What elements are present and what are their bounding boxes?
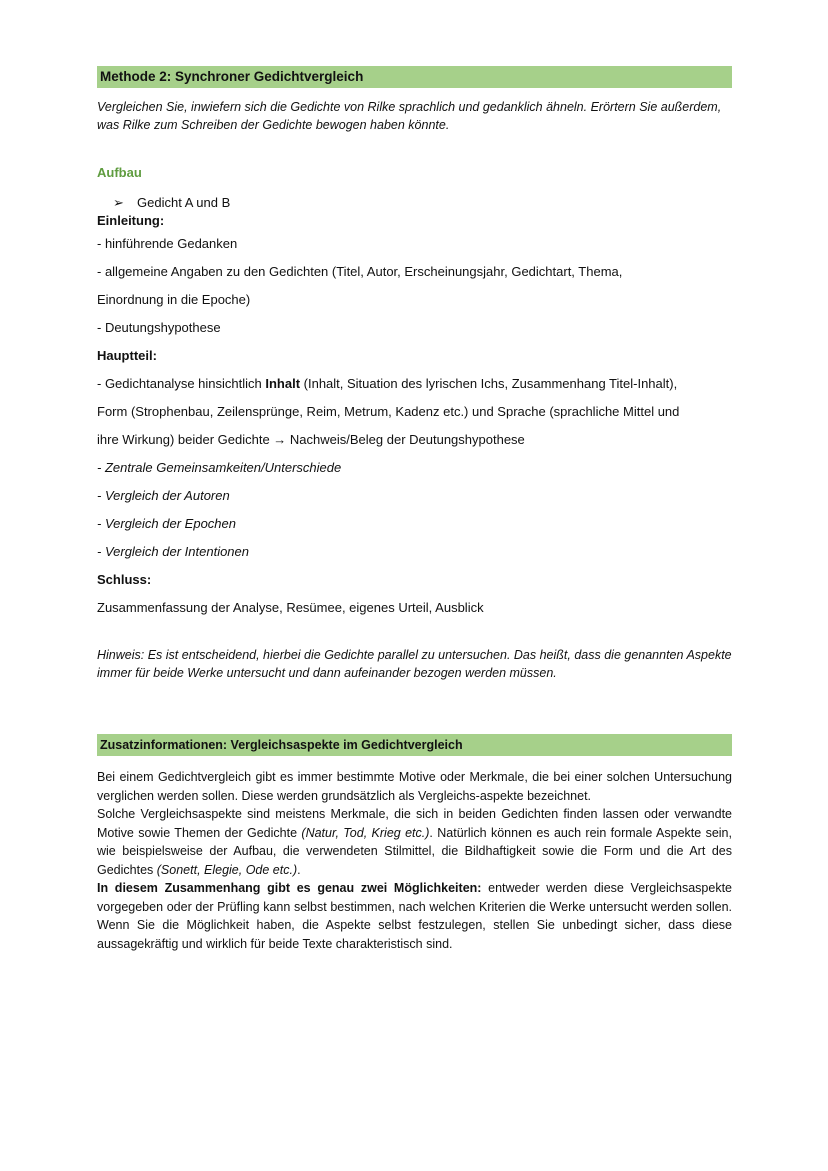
method-title: Methode 2: Synchroner Gedichtvergleich bbox=[97, 66, 732, 88]
zusatz-text: . Natürlich können es auch rein formale Aspekte sein, wie beispielsweise der Aufbau, die verwendeten Stilmittel, die Bildhaftigkeit sowie die Form und die Art des Gedichtes bbox=[97, 825, 732, 877]
einleitung-item: - hinführende Gedanken bbox=[97, 236, 238, 251]
zusatz-section bbox=[97, 734, 732, 953]
zusatz-paragraph: Bei einem Gedichtvergleich gibt es immer bestimmte Motive oder Merkmale, die bei einer solchen Untersuchung verglichen werden sollen. Diese werden grundsätzlich als Vergleichs-aspekte bezeichnet. bbox=[97, 770, 732, 803]
schluss-text: Zusammenfassung der Analyse, Resümee, eigenes Urteil, Ausblick bbox=[97, 600, 484, 615]
hauptteil-item: - Vergleich der Autoren bbox=[97, 488, 230, 503]
hauptteil-item: - Vergleich der Intentionen bbox=[97, 544, 250, 559]
zusatz-paragraph bbox=[97, 879, 732, 953]
zusatz-italic: (Natur, Tod, Krieg etc.) bbox=[301, 825, 430, 840]
einleitung-item: Einordnung in die Epoche) bbox=[97, 292, 251, 307]
zusatz-italic: (Sonett, Elegie, Ode etc.) bbox=[156, 862, 298, 877]
arrow-bullet-icon: ➢ bbox=[113, 195, 124, 210]
zusatz-text: entweder werden diese Vergleichsaspekte vorgegeben oder der Prüfling kann selbst bestimmen, nach welchen Kriterien die Werke untersucht werden sollen. Wenn Sie die Möglichkeit haben, die Aspekte selbst festzulegen, stellen Sie unbedingt sicher, dass diese aussagekräftig und wirklich für beide Texte charakteristisch sind. bbox=[97, 881, 732, 951]
task-text: Vergleichen Sie, inwiefern sich die Gedichte von Rilke sprachlich und gedanklich ähneln. Erörtern Sie außerdem, was Rilke zum Schreiben der Gedichte bewogen haben könnte. bbox=[97, 100, 722, 132]
bullet-item bbox=[97, 194, 732, 212]
zusatz-text: . bbox=[297, 862, 301, 877]
einleitung-item: - allgemeine Angaben zu den Gedichten (Titel, Autor, Erscheinungsjahr, Gedichtart, Thema, bbox=[97, 264, 623, 279]
document-page bbox=[97, 66, 732, 953]
hauptteil-text: (Inhalt, Situation des lyrischen Ichs, Zusammenhang Titel-Inhalt), bbox=[300, 376, 678, 391]
hint-text: Hinweis: Es ist entscheidend, hierbei die Gedichte parallel zu untersuchen. Das heißt, dass die genannten Aspekte immer für beide Werke untersucht und dann aufeinander bezogen werden müssen. bbox=[97, 648, 732, 680]
einleitung-heading: Einleitung: bbox=[97, 213, 165, 228]
hauptteil-line: ihre Wirkung) beider Gedichte → Nachweis/Beleg der Deutungshypothese bbox=[97, 432, 525, 447]
hauptteil-text: - Gedichtanalyse hinsichtlich bbox=[97, 376, 266, 391]
zusatz-bold: In diesem Zusammenhang gibt es genau zwei Möglichkeiten: bbox=[97, 881, 482, 895]
zusatz-paragraph bbox=[97, 805, 732, 879]
aufbau-heading: Aufbau bbox=[97, 165, 142, 180]
hauptteil-bold: Inhalt bbox=[265, 376, 301, 391]
schluss-heading: Schluss: bbox=[97, 572, 152, 587]
zusatz-body bbox=[97, 768, 732, 953]
hauptteil-item: - Vergleich der Epochen bbox=[97, 516, 236, 531]
hauptteil-heading: Hauptteil: bbox=[97, 348, 157, 363]
hauptteil-line bbox=[97, 370, 732, 398]
zusatz-text: Solche Vergleichsaspekte sind meistens Merkmale, die sich in beiden Gedichten finden lassen oder verwandte Motive sowie Themen der Gedichte bbox=[97, 807, 732, 840]
hauptteil-line: Form (Strophenbau, Zeilensprünge, Reim, Metrum, Kadenz etc.) und Sprache (sprachliche Mittel und bbox=[97, 404, 680, 419]
hauptteil-item: - Zentrale Gemeinsamkeiten/Unterschiede bbox=[97, 460, 342, 475]
zusatz-title: Zusatzinformationen: Vergleichsaspekte im Gedichtvergleich bbox=[97, 734, 732, 756]
bullet-text: Gedicht A und B bbox=[137, 195, 231, 210]
einleitung-item: - Deutungshypothese bbox=[97, 320, 221, 335]
